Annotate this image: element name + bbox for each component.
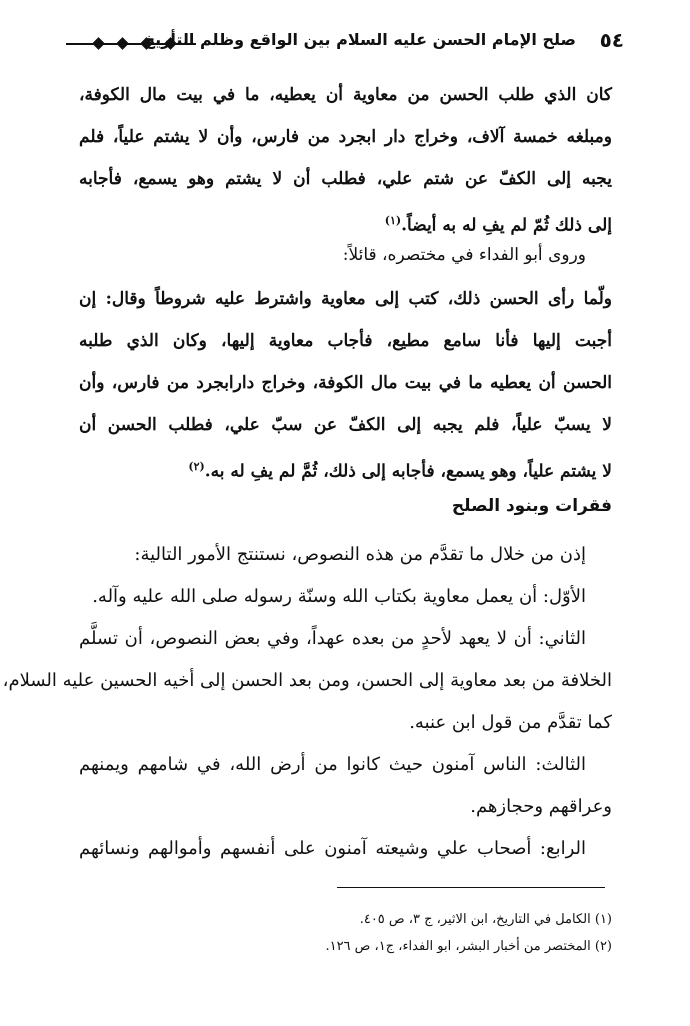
text-line: لا يسبّ علياً، فلم يجبه إلى الكفّ عن سبّ علي، فطلب الحسن أن <box>79 415 612 435</box>
footnotes <box>79 906 612 960</box>
text-line: يجبه إلى الكفّ عن شتم علي، فطلب أن لا يشتم وهو يسمع، فأجابه <box>79 169 612 189</box>
quote-one <box>79 74 612 247</box>
quote-two <box>79 278 612 493</box>
text-line: الثاني: أن لا يعهد لأحدٍ من بعده عهداً، وفي بعض النصوص، أن تسلَّم <box>79 628 586 649</box>
page-number: ٥٤ <box>599 28 624 52</box>
text-line: الأوّل: أن يعمل معاوية بكتاب الله وسنّة رسوله صلى الله عليه وآله. <box>92 586 586 607</box>
text-line: إلى ذلك ثُمّ لم يفِ له به أيضاً.$^{(١)}$ <box>384 214 612 236</box>
text-line: الحسن أن يعطيه ما في بيت مال الكوفة، وخراج دارابجرد من فارس، وأن <box>79 373 612 393</box>
text-line: الثالث: الناس آمنون حيث كانوا من أرض الله، في شامهم ويمنهم <box>79 754 587 775</box>
text-line: ولّما رأى الحسن ذلك، كتب إلى معاوية واشترط عليه شروطاً وقال: إن <box>79 289 612 309</box>
text-line: وعراقهم وحجازهم. <box>470 796 612 817</box>
intro-paragraph <box>79 234 586 276</box>
text-line: كان الذي طلب الحسن من معاوية أن يعطيه، ما في بيت مال الكوفة، <box>79 85 612 105</box>
footnote-ref: (٢) <box>188 460 205 473</box>
text-line: كما تقدَّم من قول ابن عنبه. <box>409 712 612 733</box>
text-line: الرابع: أصحاب علي وشيعته آمنون على أنفسهم وأموالهم ونسائهم <box>79 838 586 859</box>
text-line: الخلافة من بعد معاوية إلى الحسن، ومن بعد الحسن إلى أخيه الحسين عليه السلام، <box>2 670 612 691</box>
text-line: أجبت إليها فأنا سامع مطيع، فأجاب معاوية إليها، وكان الذي طلبه <box>79 331 612 351</box>
text-line: لا يشتم علياً، وهو يسمع، فأجابه إلى ذلك، ثُمَّ لم يفِ له به.$^{(٢)}$ <box>188 460 612 482</box>
text-line: وروى أبو الفداء في مختصره، قائلاً: <box>342 245 586 265</box>
terms-list <box>2 534 612 870</box>
page-header <box>66 28 624 62</box>
text-line: ومبلغه خمسة آلاف، وخراج دار ابجرد من فارس، وأن لا يشتم علياً، فلم <box>79 127 612 147</box>
section-heading: فقرات وبنود الصلح <box>451 496 612 516</box>
footnote-item: (٢) المختصر من أخبار البشر، ابو الفداء، ج١، ص ١٢٦. <box>325 939 612 954</box>
footnote-divider <box>337 887 605 888</box>
running-title: صلح الإمام الحسن عليه السلام بين الواقع وظلم التأريخ <box>143 30 576 49</box>
text-line: إذن من خلال ما تقدَّم من هذه النصوص، نستنتج الأمور التالية: <box>134 544 586 565</box>
footnote-ref: (١) <box>384 214 402 227</box>
footnote-item: (١) الكامل في التاريخ، ابن الاثير، ج ٣، ص ٤٠٥. <box>359 912 612 927</box>
